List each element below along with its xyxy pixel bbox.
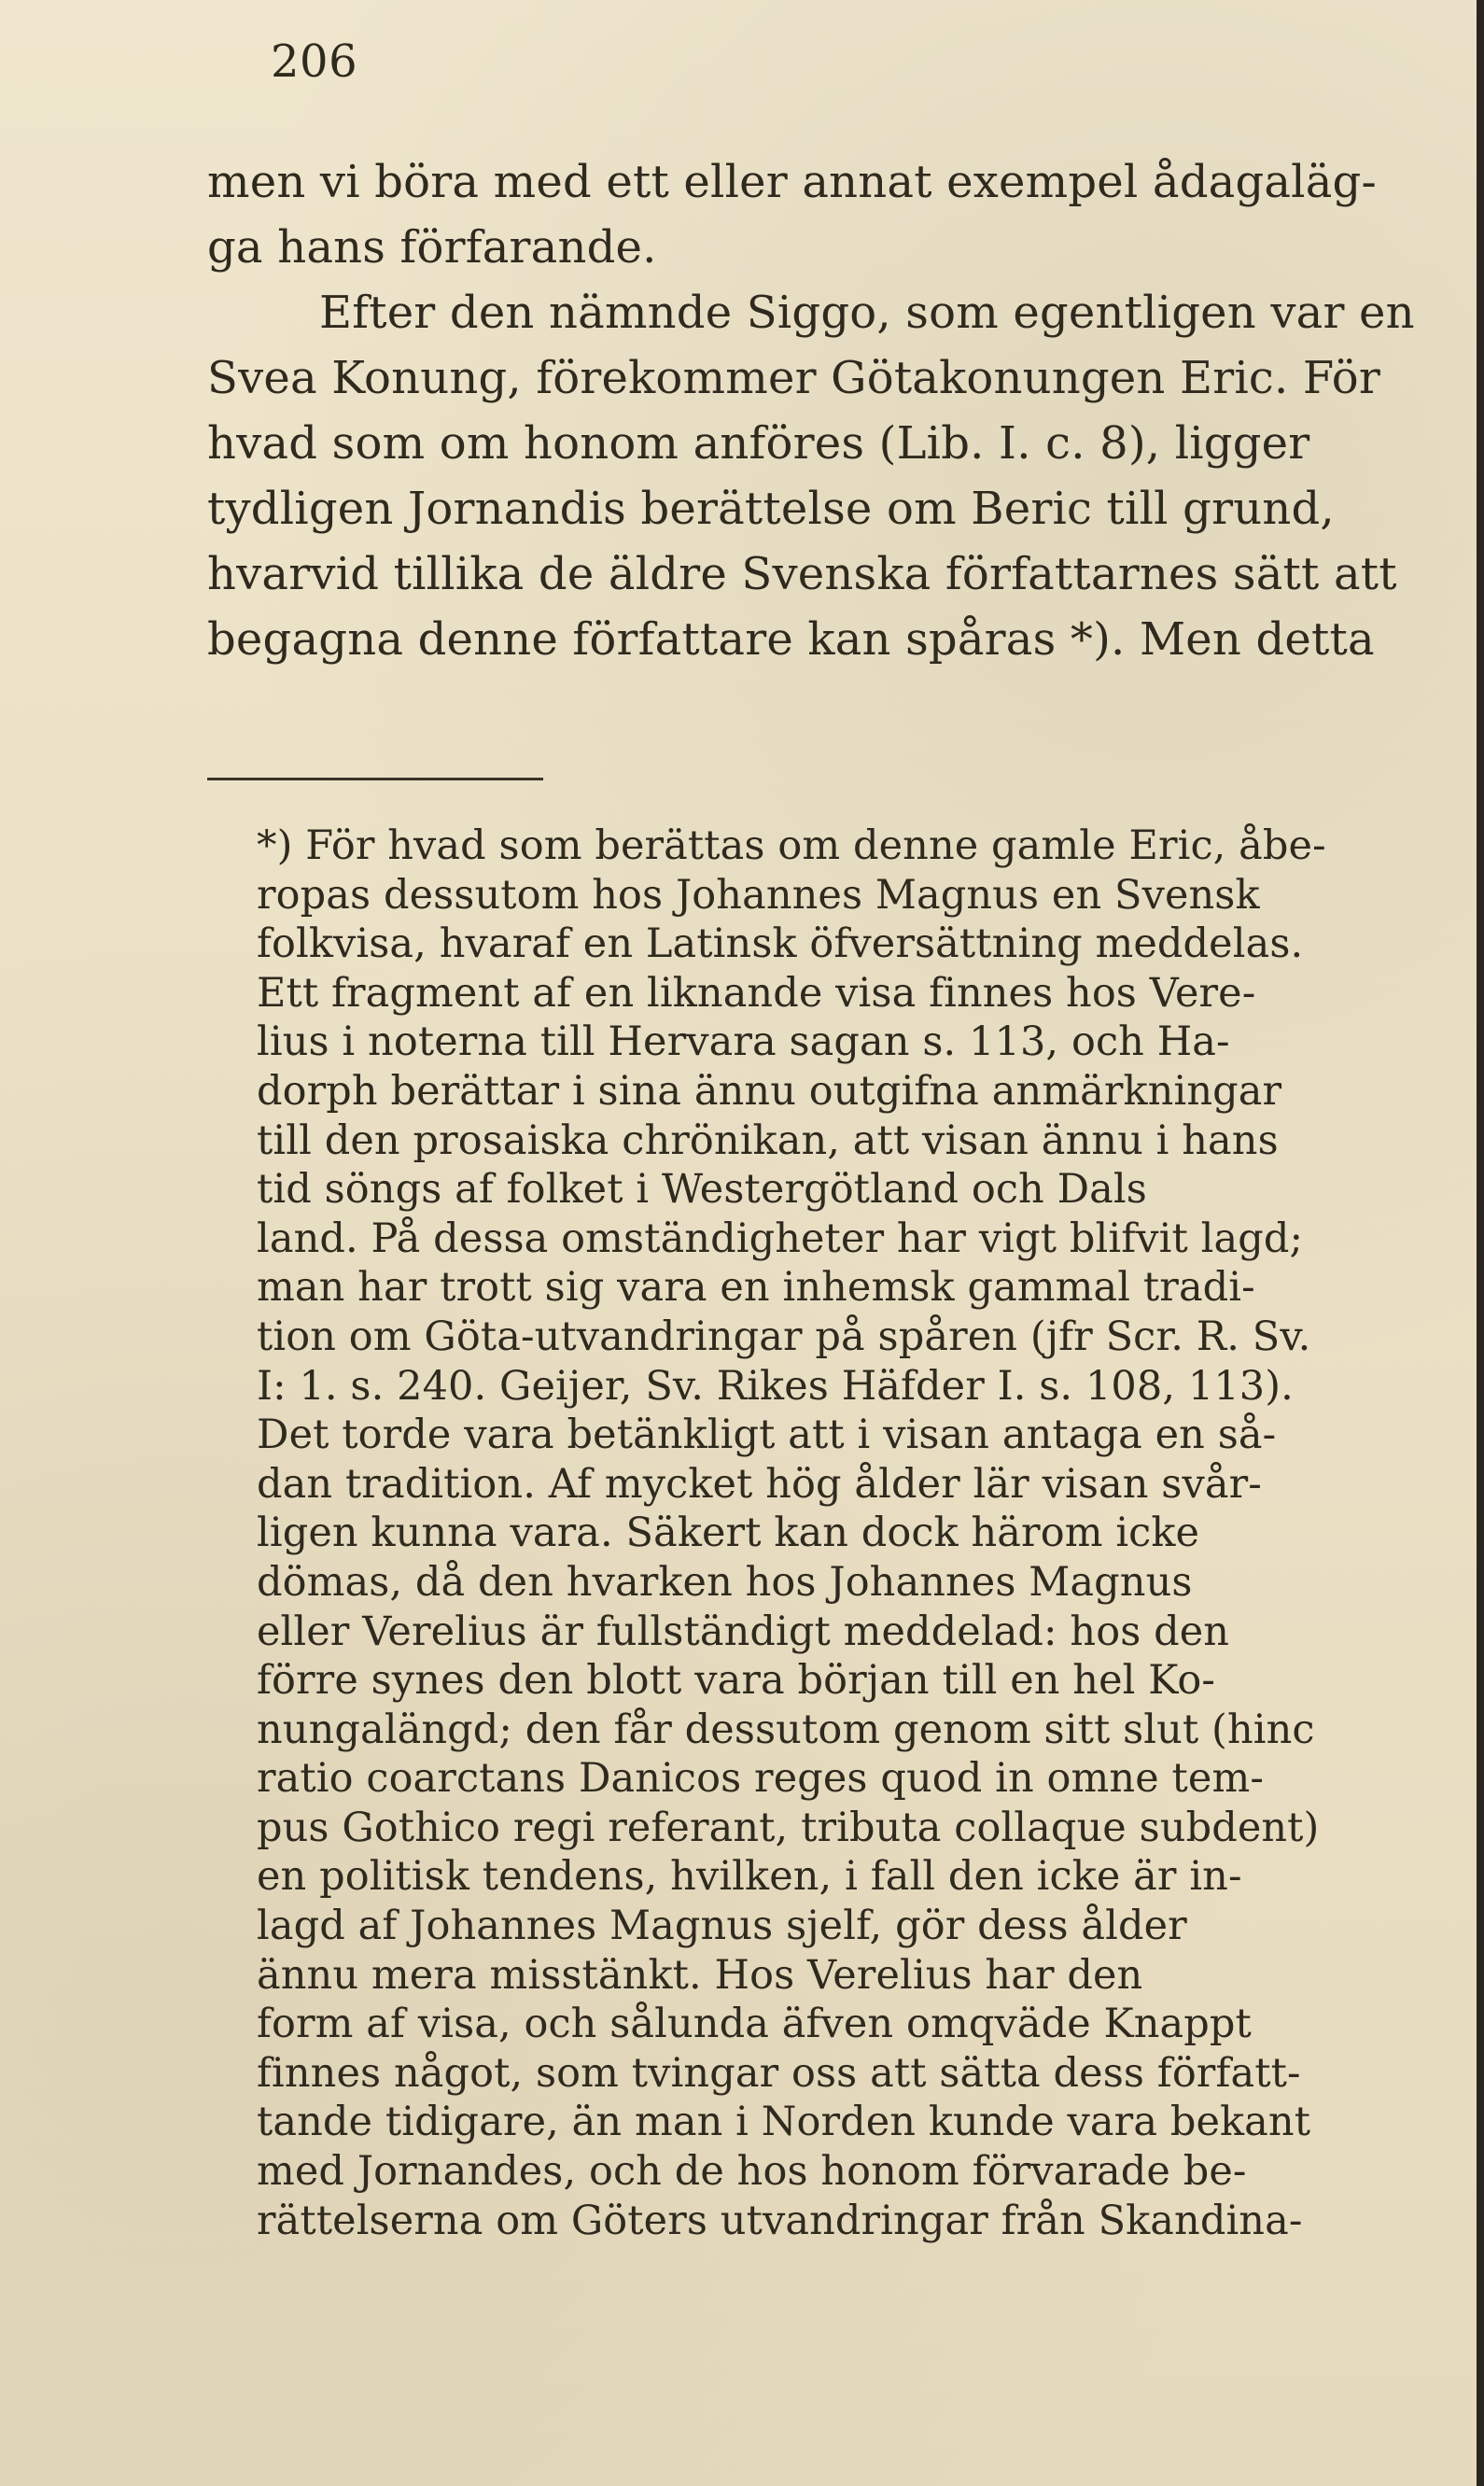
footnote-line: rättelserna om Göters utvandringar från Skandina- (257, 2197, 1303, 2244)
footnote-line: Ett fragment af en liknande visa finnes hos Vere- (257, 969, 1256, 1017)
footnote-divider (207, 778, 543, 780)
main-text-line: hvad som om honom anföres (Lib. I. c. 8), ligger (207, 417, 1310, 470)
footnote-line: Det torde vara betänkligt att i visan antaga en så- (257, 1412, 1277, 1459)
footnote-line: ligen kunna vara. Säkert kan dock härom icke (257, 1510, 1200, 1557)
footnote-line: ratio coarctans Danicos reges quod in omne tem- (257, 1755, 1264, 1803)
main-text-line: tydligen Jornandis berättelse om Beric till grund, (207, 483, 1335, 535)
footnote-line: ropas dessutom hos Johannes Magnus en Svensk (257, 871, 1260, 919)
page-number: 206 (271, 35, 358, 88)
footnote-line: folkvisa, hvaraf en Latinsk öfversättning meddelas. (257, 920, 1304, 968)
main-text-line: men vi böra med ett eller annat exempel ådagaläg- (207, 156, 1377, 208)
footnote-line: lius i noterna till Hervara sagan s. 113, och Ha- (257, 1018, 1230, 1066)
main-text-line: Svea Konung, förekommer Götakonungen Eric. För (207, 352, 1381, 404)
footnote-line: tid söngs af folket i Westergötland och Dals (257, 1166, 1147, 1214)
footnote-line: eller Verelius är fullständigt meddelad: hos den (257, 1608, 1230, 1655)
footnote-line: nungalängd; den får dessutom genom sitt slut (hinc (257, 1706, 1315, 1753)
main-text-line: Efter den nämnde Siggo, som egentligen var en (319, 287, 1415, 339)
main-text-block (207, 149, 1467, 672)
footnote-line: dorph berättar i sina ännu outgifna anmärkningar (257, 1067, 1282, 1115)
main-text-line: begagna denne författare kan spåras *). Men detta (207, 613, 1375, 666)
footnote-line: dömas, då den hvarken hos Johannes Magnus (257, 1558, 1193, 1606)
footnote-line: *) För hvad som berättas om denne gamle Eric, åbe- (257, 822, 1326, 869)
main-text-line: hvarvid tillika de äldre Svenska författarnes sätt att (207, 548, 1397, 600)
footnote-line: tande tidigare, än man i Norden kunde vara bekant (257, 2099, 1311, 2146)
footnote-line: dan tradition. Af mycket hög ålder lär visan svår- (257, 1460, 1262, 1508)
footnote-line: pus Gothico regi referant, tributa collaque subdent) (257, 1804, 1320, 1851)
footnote-line: förre synes den blott vara början till en hel Ko- (257, 1657, 1215, 1705)
footnote-line: land. På dessa omständigheter har vigt blifvit lagd; (257, 1215, 1304, 1262)
footnote-line: form af visa, och sålunda äfven omqväde Knappt (257, 2001, 1252, 2048)
footnote-line: man har trott sig vara en inhemsk gammal tradi- (257, 1264, 1255, 1312)
footnote-line: ännu mera misstänkt. Hos Verelius har den (257, 1951, 1143, 1999)
footnote-line: en politisk tendens, hvilken, i fall den icke är in- (257, 1853, 1242, 1901)
footnote-line: tion om Göta-utvandringar på spåren (jfr Scr. R. Sv. (257, 1313, 1311, 1360)
footnote-line: finnes något, som tvingar oss att sätta dess författ- (257, 2049, 1301, 2097)
footnote-line: lagd af Johannes Magnus sjelf, gör dess ålder (257, 1903, 1187, 1950)
main-text-line: ga hans förfarande. (207, 221, 657, 274)
footnote-line: med Jornandes, och de hos honom förvarade be- (257, 2148, 1247, 2196)
footnote-line: I: 1. s. 240. Geijer, Sv. Rikes Häfder I. s. 108, 113). (257, 1362, 1294, 1410)
footnote-line: till den prosaiska chrönikan, att visan ännu i hans (257, 1117, 1279, 1164)
footnote-block (257, 822, 1484, 2245)
